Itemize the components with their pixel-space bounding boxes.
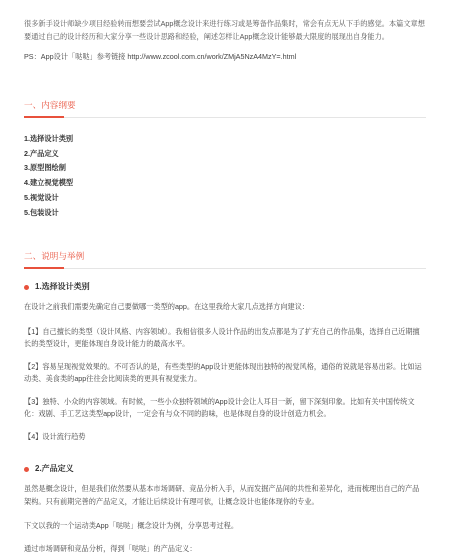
outline-item: 4.建立视觉模型 xyxy=(24,178,74,188)
paragraph: 在设计之前我们需要先确定自己要做哪一类型的app。在这里我给大家几点选择方向建议： xyxy=(24,302,310,312)
subsection-title: 2.产品定义 xyxy=(35,464,74,474)
subsection-title: 1.选择设计类别 xyxy=(35,282,90,292)
section-examples xyxy=(24,250,426,555)
paragraph: 通过市场调研和竞品分析，得到「哒哒」的产品定义： xyxy=(24,543,197,553)
bullet-dot-icon xyxy=(24,467,29,472)
paragraph: 【4】设计流行趋势 xyxy=(24,431,86,441)
paragraph: 【1】自己擅长的类型（设计风格、内容领域）。我相信很多人设计作品的出发点都是为了扩充自己的作品集，选择自己近期擅长的类型设计，更能体现自身设计能力的最高水平。 xyxy=(24,326,420,349)
paragraph: 【3】独特、小众的内容领域。有时候，一些小众独特领域的App设计会让人耳目一新，留下深刻印象。比如有关中国传统文化：戏剧、手工艺这类型app设计，一定会有与众不同的韵味，也是体现自身的设计创造力机会。 xyxy=(24,396,415,419)
outline-list xyxy=(24,132,426,220)
paragraph: 【2】容易呈现视觉效果的。不可否认的是，有些类型的App设计更能体现出独特的视觉风格，通俗的说就是容易出彩。比如运动类、美食类的app往往会比阅读类的更具有视觉张力。 xyxy=(24,361,422,384)
outline-item: 3.原型图绘制 xyxy=(24,163,66,173)
intro-paragraph: 很多新手设计师缺少项目经验转而想要尝试App概念设计来进行练习或是筹备作品集时，常会有点无从下手的感觉。本篇文章想要通过自己的设计经历和大家分享一些设计思路和经验，阐述怎样让App概念设计能够最大限度的展现出自身能力。 xyxy=(24,19,425,41)
bullet-dot-icon xyxy=(24,285,29,290)
section-outline xyxy=(24,99,426,220)
section-divider xyxy=(24,117,426,118)
outline-item: 5.视觉设计 xyxy=(24,192,59,202)
section-divider xyxy=(24,268,426,269)
outline-item: 5.包装设计 xyxy=(24,207,59,217)
subsection-heading xyxy=(24,463,426,475)
section-title-examples: 二、说明与举例 xyxy=(24,251,85,262)
outline-item: 1.选择设计类别 xyxy=(24,134,74,143)
ps-reference-link[interactable]: PS：App设计「哒哒」参考链接 http://www.zcool.com.cn/work/ZMjA5NzA4MzY=.html xyxy=(24,52,297,61)
paragraph: 下文以我的一个运动类App「哒哒」概念设计为例，分享思考过程。 xyxy=(24,521,239,531)
subsection-heading xyxy=(24,281,426,293)
outline-item: 2.产品定义 xyxy=(24,148,59,158)
paragraph: 虽然是概念设计，但是我们依然要从基本市场调研、竞品分析入手，从而发掘产品间的共性和差异化，进而梳理出自己的产品架构。只有前期完善的产品定义，才能让后续设计有理可依，让概念设计也能体现你的专业。 xyxy=(24,484,420,506)
section-title-outline: 一、内容纲要 xyxy=(24,100,76,110)
